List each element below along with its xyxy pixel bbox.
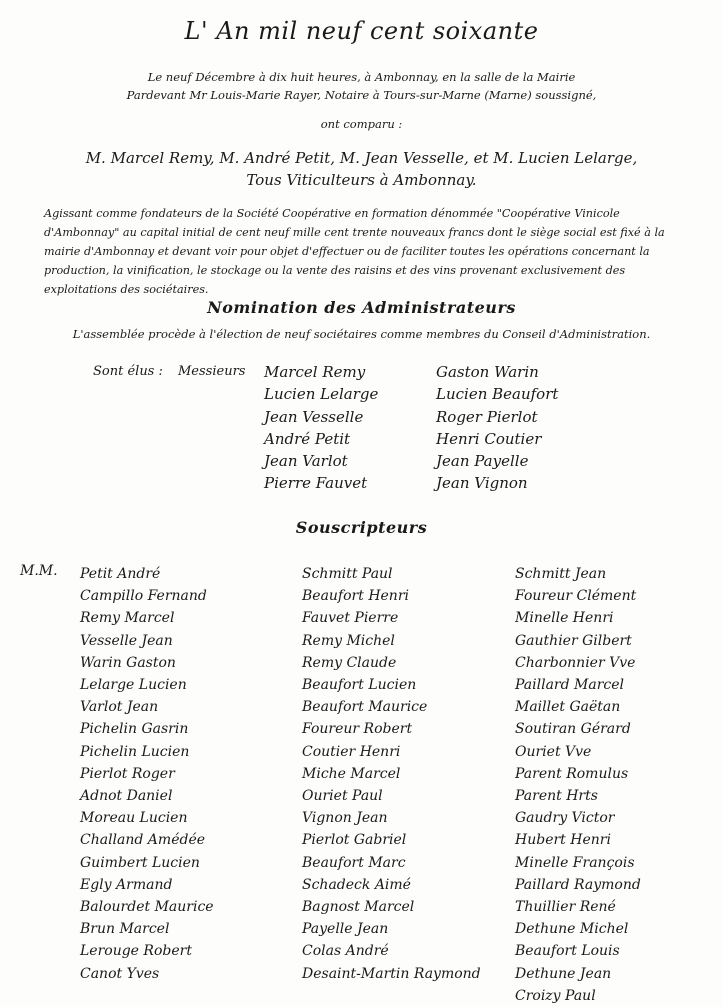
souscripteur-name: Hubert Henri bbox=[515, 832, 611, 849]
administrateur-name: Roger Pierlot bbox=[436, 407, 538, 426]
souscripteur-name: Vignon Jean bbox=[302, 810, 388, 827]
souscripteur-name: Miche Marcel bbox=[302, 765, 401, 782]
intro-line: Le neuf Décembre à dix huit heures, à Ambonnay, en la salle de la Mairie bbox=[147, 70, 576, 84]
administrateurs-column-2 bbox=[436, 361, 558, 495]
intro-paragraph bbox=[0, 68, 723, 104]
souscripteur-name: Vesselle Jean bbox=[80, 632, 173, 649]
souscripteurs-column-3 bbox=[515, 563, 641, 1007]
souscripteur-name: Beaufort Maurice bbox=[302, 699, 428, 716]
souscripteur-name: Charbonnier Vve bbox=[515, 654, 636, 671]
souscripteur-name: Beaufort Louis bbox=[515, 943, 620, 960]
souscripteur-name: Brun Marcel bbox=[80, 921, 170, 938]
souscripteur-name: Dethune Jean bbox=[515, 965, 612, 982]
souscripteur-name: Adnot Daniel bbox=[80, 788, 173, 805]
souscripteur-name: Remy Marcel bbox=[80, 610, 175, 627]
purpose-paragraph: Agissant comme fondateurs de la Société Coopérative en formation dénommée "Coopérative Vinicole d'Ambonnay" au capital initial de cent neuf mille cent trente nouveaux francs dont le siège social est fixé à la mairie d'Ambonnay et devant voir pour objet d'effectuer ou de faciliter toutes les opérations concernant la production, la vinification, le stockage ou la vente des raisins et des vins provenant exclusivement des exploitations des sociétaires. bbox=[44, 207, 665, 296]
souscripteur-name: Remy Michel bbox=[302, 632, 395, 649]
comparants-line: M. Marcel Remy, M. André Petit, M. Jean Vesselle, et M. Lucien Lelarge, bbox=[85, 149, 638, 167]
souscripteur-name: Pichelin Gasrin bbox=[80, 721, 189, 738]
souscripteur-name: Gauthier Gilbert bbox=[515, 632, 632, 649]
souscripteur-name: Egly Armand bbox=[80, 876, 173, 893]
comparants-line: Tous Viticulteurs à Ambonnay. bbox=[246, 171, 477, 189]
souscripteur-name: Schadeck Aimé bbox=[302, 876, 411, 893]
souscripteur-name: Coutier Henri bbox=[302, 743, 401, 760]
souscripteur-name: Desaint-Martin Raymond bbox=[302, 965, 481, 982]
souscripteur-name: Beaufort Henri bbox=[302, 588, 409, 605]
souscripteur-name: Gaudry Victor bbox=[515, 810, 615, 827]
souscripteur-name: Foureur Clément bbox=[515, 588, 637, 605]
administrateur-name: Pierre Fauvet bbox=[264, 474, 368, 493]
souscripteur-name: Pichelin Lucien bbox=[80, 743, 190, 760]
souscripteurs-heading: Souscripteurs bbox=[295, 518, 428, 537]
administrateur-name: Lucien Lelarge bbox=[264, 385, 379, 404]
souscripteur-name: Varlot Jean bbox=[80, 699, 159, 716]
souscripteur-name: Parent Romulus bbox=[515, 765, 629, 782]
souscripteur-name: Ouriet Vve bbox=[515, 743, 592, 760]
souscripteur-name: Campillo Fernand bbox=[80, 588, 207, 605]
souscripteur-name: Pierlot Gabriel bbox=[302, 832, 407, 849]
souscripteur-name: Maillet Gaëtan bbox=[515, 699, 621, 716]
souscripteur-name: Lerouge Robert bbox=[80, 943, 192, 960]
nomination-heading: Nomination des Administrateurs bbox=[207, 298, 516, 317]
souscripteur-name: Paillard Marcel bbox=[515, 677, 624, 694]
sont-elus-label: Sont élus : bbox=[93, 364, 163, 379]
souscripteur-name: Lelarge Lucien bbox=[80, 677, 187, 694]
administrateur-name: Jean Vesselle bbox=[264, 407, 364, 426]
souscripteur-name: Beaufort Marc bbox=[302, 854, 406, 871]
souscripteur-name: Soutiran Gérard bbox=[515, 721, 631, 738]
page-title: L' An mil neuf cent soixante bbox=[184, 17, 539, 45]
mm-label: M.M. bbox=[20, 563, 58, 579]
souscripteur-name: Canot Yves bbox=[80, 965, 160, 982]
messieurs-label: Messieurs bbox=[178, 364, 246, 379]
souscripteur-name: Thuillier René bbox=[515, 899, 616, 916]
souscripteur-name: Ouriet Paul bbox=[302, 788, 383, 805]
administrateur-name: André Petit bbox=[264, 429, 351, 448]
administrateur-name: Marcel Remy bbox=[264, 363, 366, 381]
administrateur-name: Jean Varlot bbox=[264, 452, 348, 471]
souscripteur-name: Minelle François bbox=[515, 854, 635, 871]
ont-comparu-label: ont comparu : bbox=[320, 117, 403, 131]
souscripteurs-column-2 bbox=[302, 563, 481, 985]
administrateurs-column-1 bbox=[264, 361, 378, 495]
souscripteur-name: Warin Gaston bbox=[80, 654, 176, 671]
souscripteur-name: Balourdet Maurice bbox=[80, 899, 214, 916]
souscripteur-name: Colas André bbox=[302, 943, 389, 960]
souscripteur-name: Beaufort Lucien bbox=[302, 677, 417, 694]
souscripteur-name: Guimbert Lucien bbox=[80, 854, 200, 871]
souscripteur-name: Minelle Henri bbox=[515, 610, 614, 627]
souscripteur-name: Remy Claude bbox=[302, 654, 397, 671]
administrateur-name: Gaston Warin bbox=[436, 363, 539, 381]
souscripteur-name: Schmitt Jean bbox=[515, 566, 607, 582]
souscripteur-name: Paillard Raymond bbox=[515, 876, 641, 893]
souscripteur-name: Petit André bbox=[80, 566, 161, 582]
souscripteur-name: Moreau Lucien bbox=[80, 810, 188, 827]
nomination-text: L'assemblée procède à l'élection de neuf sociétaires comme membres du Conseil d'Administration. bbox=[72, 327, 651, 341]
administrateur-name: Henri Coutier bbox=[436, 429, 542, 448]
comparants bbox=[0, 147, 723, 191]
souscripteur-name: Schmitt Paul bbox=[302, 566, 393, 582]
souscripteur-name: Challand Amédée bbox=[80, 832, 206, 849]
intro-line: Pardevant Mr Louis-Marie Rayer, Notaire à Tours-sur-Marne (Marne) soussigné, bbox=[126, 88, 597, 102]
souscripteur-name: Foureur Robert bbox=[302, 721, 413, 738]
souscripteur-name: Dethune Michel bbox=[515, 921, 629, 938]
souscripteur-name: Parent Hrts bbox=[515, 788, 598, 805]
souscripteur-name: Bagnost Marcel bbox=[302, 899, 415, 916]
souscripteur-name: Fauvet Pierre bbox=[302, 610, 399, 627]
souscripteur-name: Pierlot Roger bbox=[80, 765, 175, 782]
souscripteur-name: Payelle Jean bbox=[302, 921, 389, 938]
souscripteur-name: Croizy Paul bbox=[515, 987, 596, 1004]
administrateur-name: Jean Vignon bbox=[436, 474, 528, 493]
administrateur-name: Jean Payelle bbox=[436, 452, 529, 471]
souscripteurs-column-1 bbox=[80, 563, 214, 985]
administrateur-name: Lucien Beaufort bbox=[436, 385, 559, 404]
